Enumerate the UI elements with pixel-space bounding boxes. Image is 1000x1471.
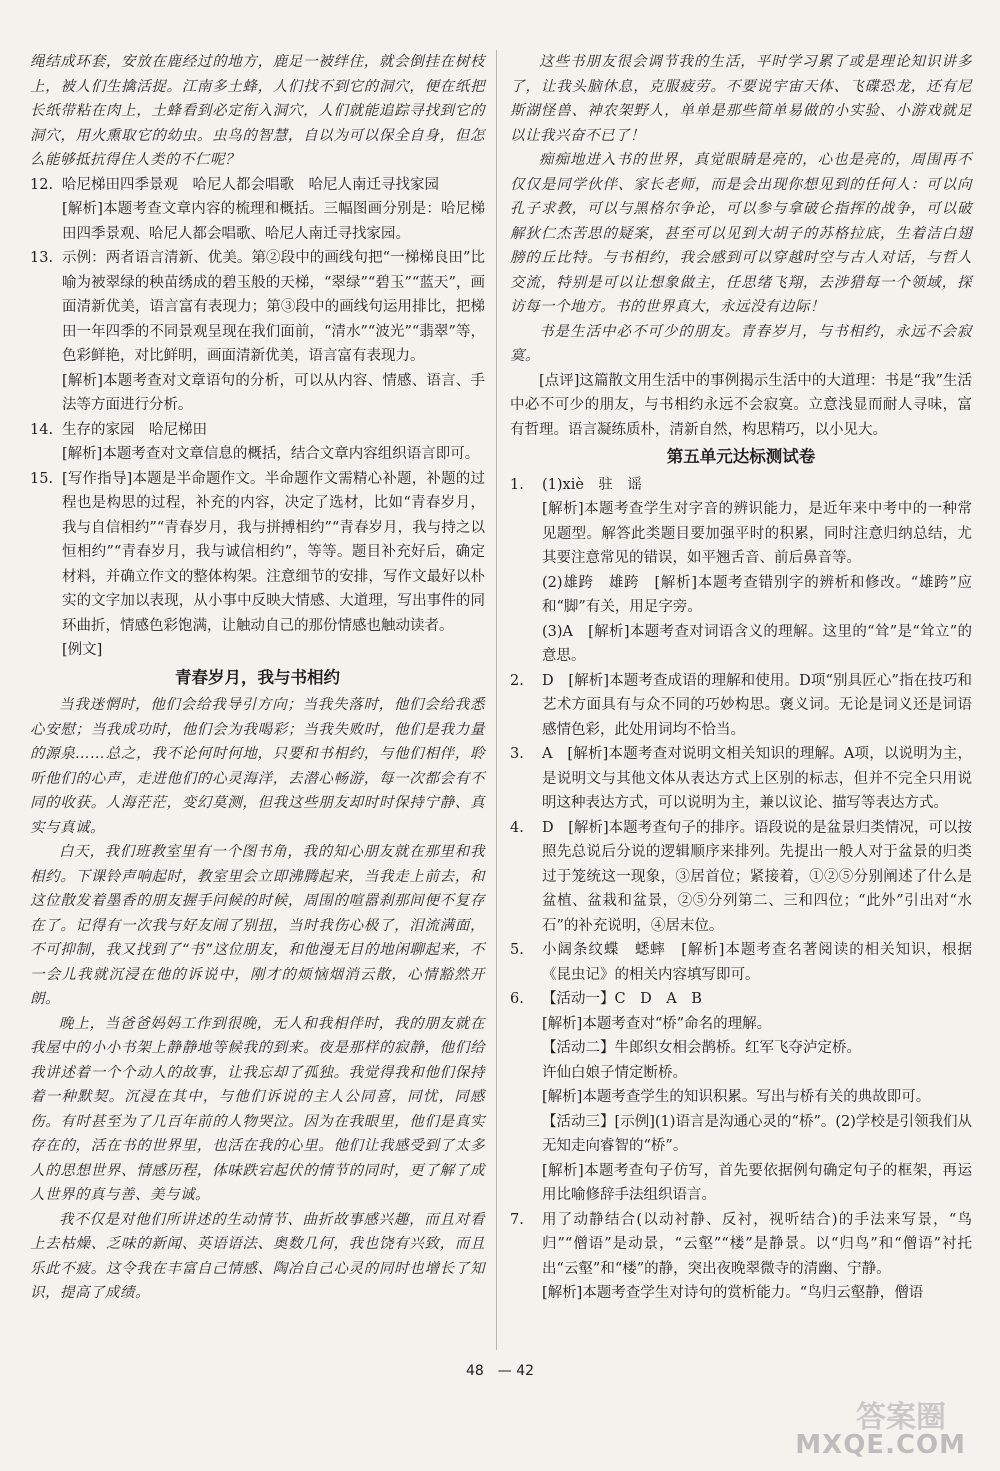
- question-15: [30, 467, 485, 663]
- left-column: [30, 50, 485, 1306]
- column-divider: [496, 50, 497, 1350]
- answer-text: 许仙白娘子情定断桥。: [542, 1064, 687, 1081]
- analysis-text: [解析]本题考查文章内容的梳理和概括。三幅图画分别是：哈尼梯田四季景观、哈尼人都会唱歌、哈尼人南迁寻找家园。: [62, 201, 485, 242]
- answer-text: (3)A [解析]本题考查对词语含义的理解。这里的“耸”是“耸立”的意思。: [542, 623, 972, 664]
- analysis-text: [解析]本题考查句子仿写，首先要依据例句确定句子的框架，再运用比喻修辞手法组织语言。: [542, 1162, 972, 1203]
- answer-text: (2)雄跨 雄跨 [解析]本题考查错别字的辨析和修改。“雄跨”应和“脚”有关，用足字旁。: [542, 574, 972, 615]
- example-label: [例文]: [62, 642, 103, 658]
- analysis-text: [解析]本题考查学生对字音的辨识能力，是近年来中考中的一种常见题型。解答此类题目要加强平时的积累，同时注意归纳总结，尤其要注意常见的错误，如平翘舌音、前后鼻音等。: [542, 501, 972, 566]
- question-5: [510, 938, 972, 987]
- question-6: [510, 987, 972, 1208]
- analysis-text: [解析]本题考查对“桥”命名的理解。: [542, 1015, 772, 1032]
- answer-text: 小阔条纹蝶 蟋蟀 [解析]本题考查名著阅读的相关知识，根据《昆虫记》的相关内容填写即可。: [542, 942, 972, 983]
- analysis-text: [解析]本题考查学生的知识积累。写出与桥有关的典故即可。: [542, 1089, 931, 1105]
- question-number: 15.: [30, 470, 54, 487]
- question-2: [510, 669, 972, 743]
- watermark: [795, 1392, 976, 1464]
- page-number: 48 — 42: [465, 1363, 535, 1379]
- answer-text: 【活动三】[示例](1)语言是沟通心灵的“桥”。(2)学校是引领我们从无知走向睿智的“桥”。: [542, 1113, 972, 1154]
- answer-text: D [解析]本题考查句子的排序。语段说的是盆景归类情况，可以按照先总说后分说的逻辑顺序来排列。先提出一般人对于盆景的归类过于笼统这一现象，③居首位；紧接着，①②⑤分别阐述了什么是盆植、盆栽和盆景，②⑤分列第二、三和四位；“此外”引出对“水石”的补充说明，④居末位。: [542, 819, 972, 934]
- analysis-text: [解析]本题考查对文章信息的概括，结合文章内容组织语言即可。: [62, 446, 480, 462]
- question-1: [510, 473, 972, 669]
- answer-text: 【活动二】牛郎织女相会鹊桥。红军飞夺泸定桥。: [542, 1040, 861, 1056]
- answer-text: 哈尼梯田四季景观 哈尼人都会唱歌 哈尼人南迁寻找家园: [62, 176, 439, 193]
- watermark-logo: 答案圈: [856, 1400, 946, 1435]
- question-12: [30, 173, 485, 247]
- essay-paragraph: 我不仅是对他们所讲述的生动情节、曲折故事感兴趣，而且对看上去枯燥、乏味的新闻、英语语法、奥数几何，我也饶有兴致，而且乐此不疲。这令我在丰富自己情感、陶冶自己心灵的同时也增长了知识，提高了成绩。: [30, 1211, 485, 1301]
- watermark-site: MXQE.COM: [795, 1430, 966, 1460]
- question-number: 12.: [30, 176, 54, 193]
- comment-text: [点评]这篇散文用生活中的事例揭示生活中的大道理：书是“我”生活中必不可少的朋友，与书相约永远不会寂寞。立意浅显而耐人寻味，富有哲理。语言凝练质朴，清新自然，构思精巧，以小见大。: [510, 372, 972, 438]
- essay-paragraph: 晚上，当爸爸妈妈工作到很晚，无人和我相伴时，我的朋友就在我屋中的小小书架上静静地等候我的到来。夜是那样的寂静，他们给我讲述着一个个动人的故事，让我忘却了孤独。我觉得我和他们保持着一种默契。沉浸在其中，与他们诉说的主人公同喜，同忧，同感伤。有时甚至为了几百年前的人物哭泣。因为在我眼里，他们是真实存在的，活在书的世界里，也活在我的心里。他们让我感受到了太多人的思想世界、情感历程，体味跌宕起伏的情节的同时，更了解了成人世界的真与善、美与诚。: [30, 1015, 485, 1203]
- question-13: [30, 246, 485, 418]
- question-4: [510, 816, 972, 939]
- analysis-text: [解析]本题考查对文章语句的分析，可以从内容、情感、语言、手法等方面进行分析。: [62, 372, 485, 413]
- essay-paragraph: 白天，我们班教室里有一个图书角，我的知心朋友就在那里和我相约。下课铃声响起时，教室里会立即沸腾起来，当我走上前去，和这位散发着墨香的朋友握手问候的时候，周围的喧嚣刹那间便不复存在了。记得有一次我与好友闹了别扭，当时我伤心极了，泪流满面，不可抑制，我又找到了“书”这位朋友，和他漫无目的地闲聊起来，不一会儿我就沉浸在他的诉说中，刚才的烦恼烟消云散，心情豁然开朗。: [30, 844, 485, 1007]
- translation-text: 绳结成环套，安放在鹿经过的地方，鹿足一被绊住，就会倒挂在树枝上，被人们生擒活捉。江南多土蜂，人们找不到它的洞穴，便在纸把长纸带粘在肉上，土蜂看到必定衔入洞穴，人们就能追踪寻找到它的洞穴，用火熏取它的幼虫。虫鸟的智慧，自以为可以保全自身，但怎么能够抵抗得住人类的不仁呢？: [30, 54, 485, 168]
- question-number: 2.: [510, 672, 524, 689]
- essay-paragraph: 书是生活中必不可少的朋友。青春岁月，与书相约，永远不会寂寞。: [510, 323, 972, 364]
- answer-text: 示例：两者语言清新、优美。第②段中的画线句把“一梯梯良田”比喻为被翠绿的秧苗绣成的碧玉般的天梯，“翠绿”“碧玉”“蓝天”，画面清新优美，语言富有表现力；第③段中的画线句运用排比，把梯田一年四季的不同景观呈现在我们面前，“清水”“波光”“翡翠”等，色彩鲜艳，对比鲜明，画面清新优美，语言富有表现力。: [62, 250, 485, 364]
- question-3: [510, 742, 972, 816]
- question-number: 14.: [30, 421, 54, 438]
- answer-text: 用了动静结合(以动衬静、反衬，视听结合)的手法来写景，“鸟归”“僧语”是动景，“云壑”“楼”是静景。以“归鸟”和“僧语”衬托出“云壑”和“楼”的静，突出夜晚翠微寺的清幽、宁静。: [542, 1211, 972, 1277]
- question-number: 5.: [510, 942, 524, 958]
- writing-guide-text: [写作指导]本题是半命题作文。半命题作文需精心补题，补题的过程也是构思的过程，补充的内容，决定了选材，比如“青春岁月，我与自信相约”“青春岁月，我与拼搏相约”“青春岁月，我与持之以恒相约”“青春岁月，我与诚信相约”，等等。题目补充好后，确定材料，并确立作文的整体构架。注意细节的安排，写作文最好以朴实的文字加以表现，从小事中反映大情感、大道理，写出事件的同环曲折，情感色彩饱满，让触动自己的那份情感也触动读者。: [62, 470, 485, 634]
- essay-paragraph: 痴痴地进入书的世界，真觉眼睛是亮的，心也是亮的，周围再不仅仅是同学伙伴、家长老师，而是会出现你想见到的任何人：可以向孔子求教，可以与黑格尔争论，可以参与拿破仑指挥的战争，可以破解狄仁杰苦思的疑案，甚至可以见到大胡子的苏格拉底，生着洁白翅膀的丘比特。与书相约，我会感到可以穿越时空与古人对话，与哲人交流，特别是可以让想象做主，任思绪飞翔，去涉猎每一个领域，探访每一个地方。书的世界真大，永远没有边际！: [510, 152, 972, 315]
- essay-paragraph: 当我迷惘时，他们会给我导引方向；当我失落时，他们会给我悉心安慰；当我成功时，他们会为我喝彩；当我失败时，他们是我力量的源泉……总之，我不论何时何地，只要和书相约，与他们相伴，聆听他们的心声，走进他们的心灵海洋，去潜心畅游，每一次都会有不同的收获。人海茫茫，变幻莫测，但我这些朋友却时时保持宁静、真实与真诚。: [30, 697, 485, 836]
- question-7: [510, 1208, 972, 1306]
- question-number: 13.: [30, 250, 54, 266]
- question-number: 1.: [510, 476, 524, 493]
- question-14: [30, 418, 485, 467]
- question-number: 4.: [510, 819, 524, 836]
- answer-text: A [解析]本题考查对说明文相关知识的理解。A项，以说明为主，是说明文与其他文体从表达方式上区别的标志，但并不完全只用说明这种表达方式，可以说明为主，兼以议论、描写等表达方式。: [542, 746, 972, 811]
- analysis-text: [解析]本题考查学生对诗句的赏析能力。“鸟归云壑静，僧语: [542, 1285, 924, 1301]
- answer-text: 【活动一】C D A B: [542, 991, 702, 1007]
- question-number: 3.: [510, 746, 524, 762]
- answer-text: D [解析]本题考查成语的理解和使用。D项“别具匠心”指在技巧和艺术方面具有与众不同的巧妙构思。褒义词。无论是词义还是词语感情色彩，此处用词均不恰当。: [542, 672, 972, 738]
- unit-test-title: 第五单元达标测试卷: [666, 447, 816, 466]
- essay-paragraph: 这些书朋友很会调节我的生活，平时学习累了或是理论知识讲多了，让我头脑休息，克服疲劳。不要说宇宙天体、飞碟恐龙，还有尼斯湖怪兽、神农架野人，单单是那些简单易做的小实验、小游戏就足以让我兴奋不已了！: [510, 54, 972, 144]
- question-number: 6.: [510, 991, 524, 1007]
- essay-title: 青春岁月，我与书相约: [175, 667, 340, 687]
- answer-text: 生存的家园 哈尼梯田: [62, 421, 207, 438]
- answer-text: (1)xiè 驻 谣: [542, 476, 642, 493]
- question-number: 7.: [510, 1211, 524, 1228]
- right-column: [510, 50, 972, 1306]
